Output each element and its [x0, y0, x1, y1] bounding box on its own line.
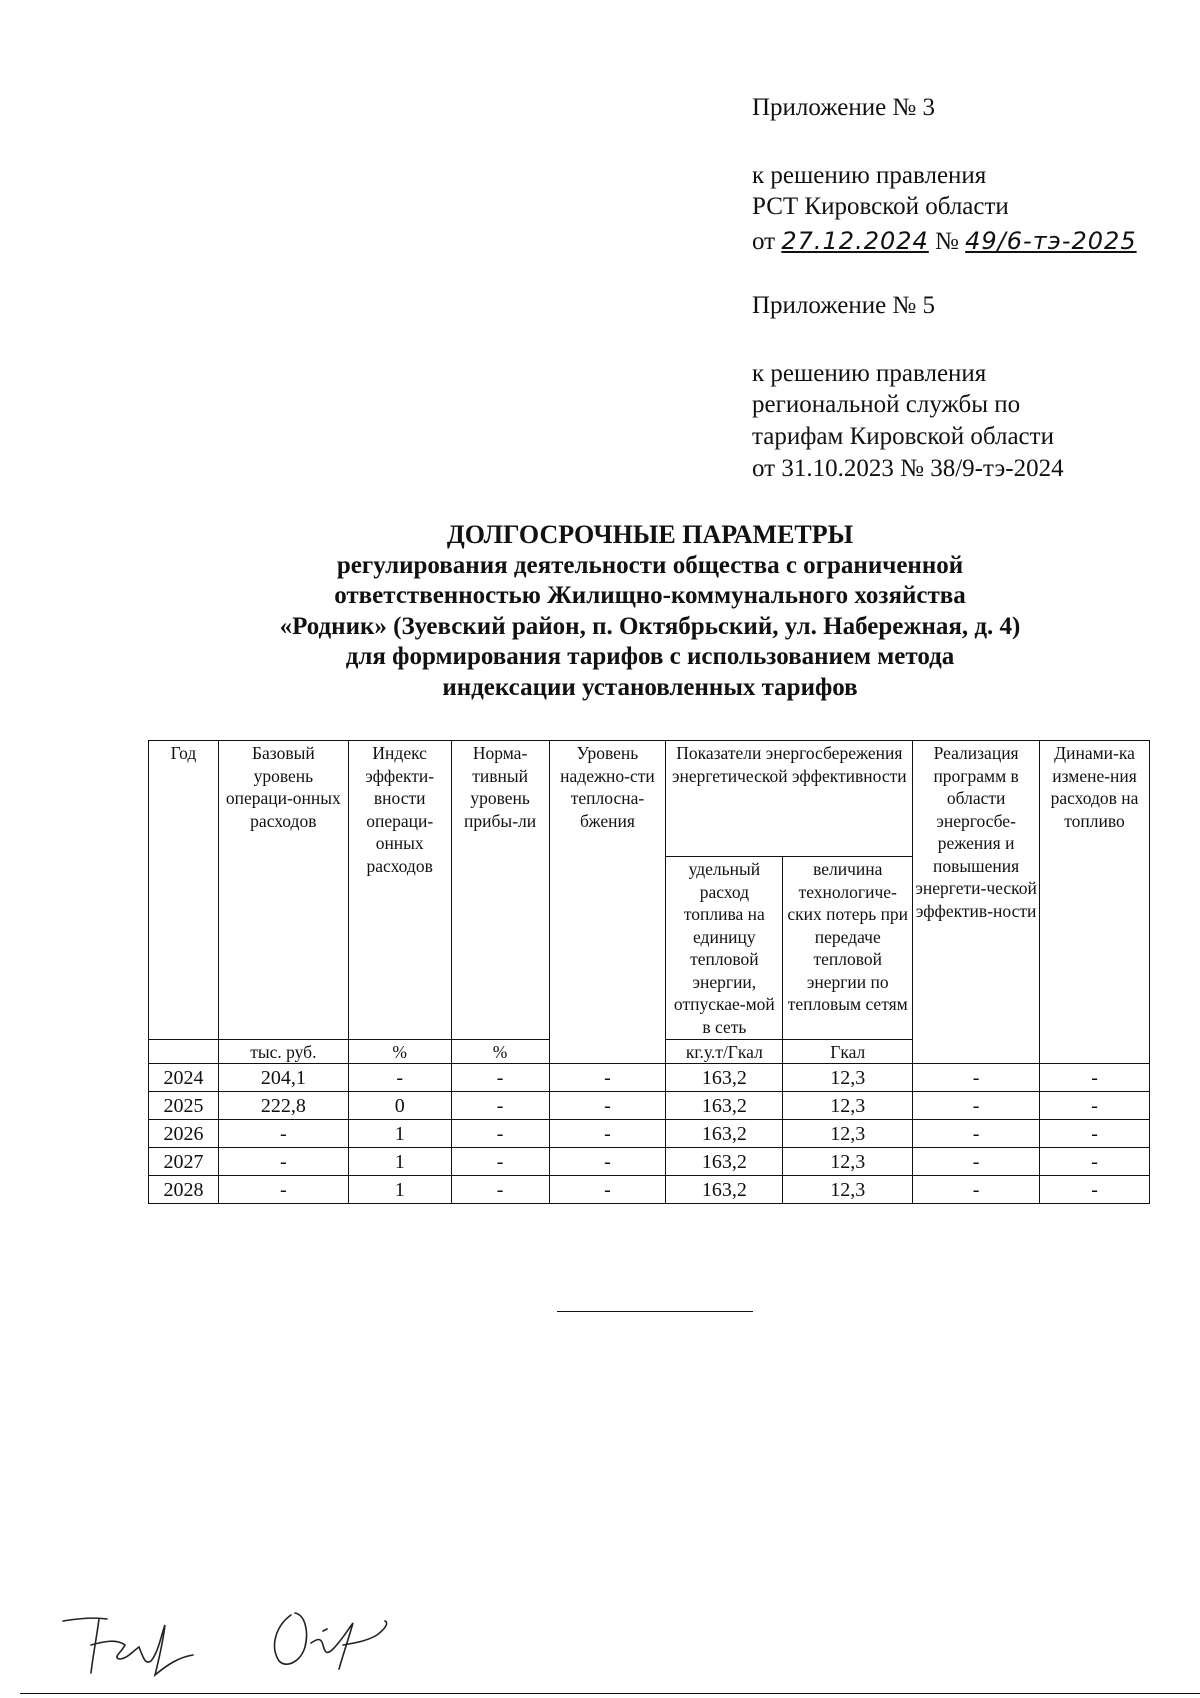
- table-row: [149, 1092, 1150, 1120]
- header-row-1: [149, 741, 1150, 857]
- handwritten-date: 27.12.2024: [781, 227, 929, 255]
- cell-programs: -: [913, 1176, 1040, 1204]
- cell-fuel: 163,2: [666, 1064, 783, 1092]
- cell-programs: -: [913, 1120, 1040, 1148]
- signatures: [55, 1595, 435, 1685]
- cell-base: -: [218, 1120, 348, 1148]
- cell-losses: 12,3: [783, 1092, 913, 1120]
- header-profit-level: Норма-тивный уровень прибы-ли: [451, 741, 549, 1040]
- cell-index: 1: [348, 1120, 451, 1148]
- cell-losses: 12,3: [783, 1148, 913, 1176]
- unit-fuel: кг.у.т/Гкал: [666, 1040, 783, 1064]
- signature-2: [275, 1613, 387, 1669]
- cell-year: 2025: [149, 1092, 219, 1120]
- appendix-3-date-number: [752, 226, 1137, 257]
- heading-main: ДОЛГОСРОЧНЫЕ ПАРАМЕТРЫ: [446, 520, 854, 549]
- cell-profit: -: [451, 1064, 549, 1092]
- heading-line-4: для формирования тарифов с использованием метода: [345, 643, 955, 670]
- page-bottom-line: [20, 1693, 1200, 1694]
- cell-year: 2026: [149, 1120, 219, 1148]
- number-prefix: №: [928, 228, 966, 255]
- cell-reliability: -: [549, 1148, 666, 1176]
- cell-profit: -: [451, 1148, 549, 1176]
- cell-profit: -: [451, 1176, 549, 1204]
- cell-profit: -: [451, 1120, 549, 1148]
- cell-losses: 12,3: [783, 1176, 913, 1204]
- cell-losses: 12,3: [783, 1120, 913, 1148]
- heading-line-1: регулирования деятельности общества с ограниченной: [336, 551, 964, 579]
- cell-fuel: 163,2: [666, 1092, 783, 1120]
- header-fuel-consumption: удельный расход топлива на единицу тепловой энергии, отпускае-мой в сеть: [666, 857, 783, 1040]
- header-reliability: Уровень надежно-сти теплосна-бжения: [549, 741, 666, 1064]
- cell-index: 1: [348, 1148, 451, 1176]
- parameters-table: [148, 740, 1150, 1204]
- unit-index: %: [348, 1040, 451, 1064]
- cell-base: 204,1: [218, 1064, 348, 1092]
- cell-dynamics: -: [1040, 1064, 1150, 1092]
- cell-fuel: 163,2: [666, 1148, 783, 1176]
- appendix-5-tariff-line: тарифам Кировской области: [752, 423, 1054, 450]
- unit-base: тыс. руб.: [218, 1040, 348, 1064]
- date-prefix: от: [752, 228, 782, 255]
- unit-profit: %: [451, 1040, 549, 1064]
- header-year: Год: [149, 741, 219, 1040]
- header-fuel-dynamics: Динами-ка измене-ния расходов на топливо: [1040, 741, 1150, 1064]
- header-heat-losses: величина технологиче-ских потерь при передаче тепловой энергии по тепловым сетям: [783, 857, 913, 1040]
- cell-dynamics: -: [1040, 1176, 1150, 1204]
- appendix-5-decision-line: к решению правления: [752, 360, 987, 387]
- heading-line-2: ответственностью Жилищно-коммунального хозяйства: [334, 582, 966, 609]
- cell-reliability: -: [549, 1092, 666, 1120]
- cell-base: -: [218, 1176, 348, 1204]
- cell-fuel: 163,2: [666, 1176, 783, 1204]
- document-heading: [150, 520, 1150, 703]
- cell-programs: -: [913, 1064, 1040, 1092]
- appendix-5-title: Приложение № 5: [752, 292, 936, 319]
- cell-base: -: [218, 1148, 348, 1176]
- header-energy-indicators: Показатели энергосбережения энергетической эффективности: [666, 741, 913, 857]
- unit-year: [149, 1040, 219, 1064]
- table-row: [149, 1064, 1150, 1092]
- cell-base: 222,8: [218, 1092, 348, 1120]
- cell-reliability: -: [549, 1064, 666, 1092]
- cell-index: 0: [348, 1092, 451, 1120]
- cell-profit: -: [451, 1092, 549, 1120]
- closing-rule: [557, 1311, 753, 1312]
- cell-losses: 12,3: [783, 1064, 913, 1092]
- appendix-3-decision-line: к решению правления: [752, 162, 987, 189]
- unit-losses: Гкал: [783, 1040, 913, 1064]
- header-efficiency-index: Индекс эффекти-вности операци-онных расходов: [348, 741, 451, 1040]
- cell-year: 2027: [149, 1148, 219, 1176]
- table-row: [149, 1120, 1150, 1148]
- appendix-3-title: Приложение № 3: [752, 94, 936, 121]
- cell-dynamics: -: [1040, 1148, 1150, 1176]
- handwritten-number: 49/6-тэ-2025: [965, 227, 1137, 255]
- cell-dynamics: -: [1040, 1092, 1150, 1120]
- table-row: [149, 1148, 1150, 1176]
- cell-fuel: 163,2: [666, 1120, 783, 1148]
- signature-1: [63, 1618, 193, 1675]
- cell-index: 1: [348, 1176, 451, 1204]
- cell-programs: -: [913, 1092, 1040, 1120]
- cell-index: -: [348, 1064, 451, 1092]
- cell-year: 2028: [149, 1176, 219, 1204]
- heading-line-5: индексации установленных тарифов: [442, 673, 858, 701]
- appendix-5-date-line: от 31.10.2023 № 38/9-тэ-2024: [752, 455, 1064, 482]
- cell-reliability: -: [549, 1176, 666, 1204]
- appendix-3-authority-line: РСТ Кировской области: [752, 193, 1009, 220]
- cell-programs: -: [913, 1148, 1040, 1176]
- appendix-5-service-line: региональной службы по: [752, 391, 1021, 418]
- heading-line-3: «Родник» (Зуевский район, п. Октябрьский, ул. Набережная, д. 4): [279, 612, 1021, 640]
- cell-year: 2024: [149, 1064, 219, 1092]
- header-base-level: Базовый уровень операци-онных расходов: [218, 741, 348, 1040]
- table-row: [149, 1176, 1150, 1204]
- header-programs: Реализация программ в области энергосбе-режения и повышения энергети-ческой эффектив-ности: [913, 741, 1040, 1064]
- cell-reliability: -: [549, 1120, 666, 1148]
- cell-dynamics: -: [1040, 1120, 1150, 1148]
